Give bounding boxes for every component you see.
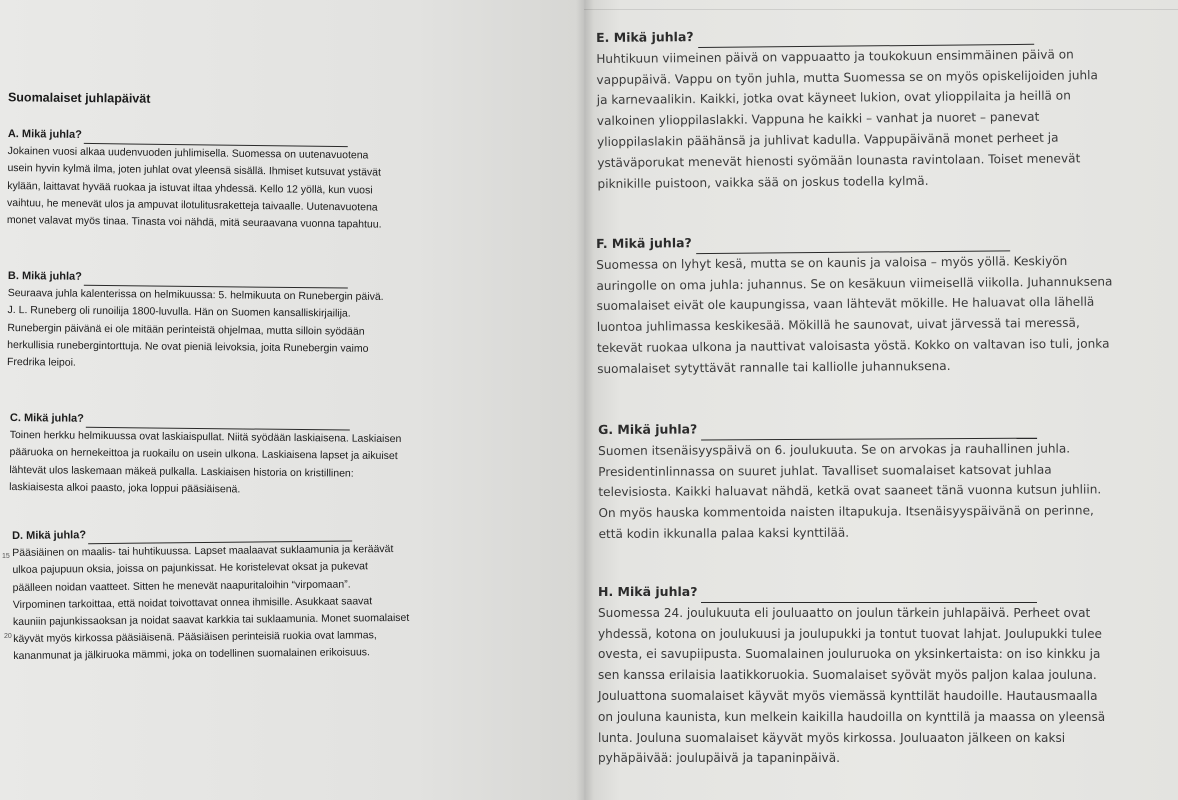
section-e-text — [596, 44, 1142, 195]
text-line: televisiosta. Kaikki haluavat nähdä, ketkä ovat saaneet tänä vuonna kutsun juhliin. — [598, 482, 1102, 500]
answer-line-h[interactable] — [701, 588, 1037, 603]
text-line: yhdessä, kotona on joulukuusi ja joulupukki ja tontut tuovat lahjat. Joulupukki tulee — [598, 626, 1102, 641]
text-line: Jouluattona suomalaiset käyvät myös viemässä kynttilät haudoille. Hautausmaalla — [598, 688, 1098, 703]
text-line: Suomessa on lyhyt kesä, mutta se on kaunis ja valoisa – myös yöllä. Keskiyön — [596, 253, 1068, 272]
section-f-title: F. Mikä juhla? — [596, 235, 692, 251]
text-line: ulkoa pajupuun oksia, joissa on pajunkissat. He koristelevat oksat ja pukevat — [12, 560, 368, 577]
text-line: että kodin ikkunalla palaa kaksi kynttilää. — [598, 525, 850, 541]
section-h-text — [598, 603, 1143, 769]
section-g — [598, 417, 1144, 545]
text-line: herkullisia runebergintorttuja. Ne ovat pieniä leivoksia, joita Runebergin vaimo — [7, 338, 369, 355]
line-number-20: 20 — [4, 633, 12, 640]
text-line: ovesta, ei savupiipusta. Suomalainen jouluruoka on yksinkertaista: on iso kinkku ja — [598, 647, 1101, 662]
text-line: Fredrika leipoi. — [6, 356, 76, 369]
book-gutter — [576, 0, 594, 800]
text-line: pyhäpäivää: joulupäivä ja tapaninpäivä. — [598, 751, 840, 766]
text-line: vaihtuu, he menevät ulos ja ampuvat ilotulitusraketteja taivaalle. Uutenavuotena — [6, 196, 378, 214]
section-g-title: G. Mikä juhla? — [598, 421, 698, 437]
text-line: vappupäivä. Vappu on työn juhla, mutta Suomessa se on myös opiskelijoiden juhla — [596, 67, 1098, 87]
section-c-title: C. Mikä juhla? — [9, 411, 84, 425]
text-line: monet valavat myös tinaa. Tinasta voi nähdä, mitä seuraavana vuonna tapahtuu. — [6, 214, 382, 231]
text-line: ylioppilaslakin päähänsä ja juhlivat kadulla. Vappupäivänä monet perheet ja — [597, 130, 1059, 149]
text-line: laskiaisesta alkoi paasto, joka loppui pääsiäisenä. — [9, 480, 241, 496]
text-line: käyvät myös kirkossa pääsiäisenä. Pääsiäisen perinteisiä ruokia ovat lammas, — [13, 629, 377, 646]
section-d — [12, 524, 433, 666]
text-line: On myös hauska kommentoida naisten iltapukuja. Itsenäisyyspäivänä on perinne, — [598, 503, 1094, 521]
text-line: Seuraava juhla kalenterissa on helmikuussa: 5. helmikuuta on Runebergin päivä. — [7, 287, 384, 304]
text-line: kananmunat ja jälkiruoka mämmi, joka on todellinen suomalainen erikoisuus. — [13, 646, 370, 663]
text-line: on jouluna kaunista, kun melkein kaikilla haudoilla on kynttilä ja maassa on yleensä — [598, 709, 1106, 724]
text-line: Suomessa 24. joulukuuta eli jouluaatto on joulun tärkein juhlapäivä. Perheet ovat — [598, 605, 1091, 620]
text-line: pääruoka on hernekeittoa ja ruokailu on usein ulkona. Laskiaisena lapset ja aikuiset — [9, 446, 398, 463]
text-line: Jokainen vuosi alkaa uudenvuoden juhlimisella. Suomessa on uutenavuotena — [7, 145, 369, 162]
answer-line-g[interactable] — [701, 423, 1037, 440]
text-line: ystäväporukat menevät hienosti syömään lounasta ravintolaan. Toiset menevät — [597, 151, 1081, 170]
section-d-title: D. Mikä juhla? — [12, 529, 87, 542]
text-line: kauniin pajunkissaoksan ja noidat saavat karkkia tai suklaamunia. Monet suomalaiset — [12, 611, 410, 629]
text-line: Suomen itsenäisyyspäivä on 6. joulukuuta. Se on arvokas ja rauhallinen juhla. — [598, 441, 1071, 458]
text-line: Toinen herkku helmikuussa ovat laskiaispullat. Niitä syödään laskiaisena. Laskiaisen — [9, 429, 402, 446]
section-b — [7, 268, 428, 376]
section-a-title: A. Mikä juhla? — [7, 127, 82, 141]
section-b-title: B. Mikä juhla? — [7, 269, 82, 283]
text-line: lunta. Jouluna suomalaiset käyvät myös kirkossa. Jouluaaton jälkeen on kaksi — [598, 730, 1066, 745]
text-line: Virpominen tarkoittaa, että noidat toivottavat onnea ihmisille. Asukkaat saavat — [12, 595, 373, 611]
text-line: valkoinen ylioppilaslakki. Vappuna he kaikki – vanhat ja nuoret – panevat — [596, 109, 1040, 129]
text-line: lähtevät ulos laskemaan mäkeä pulkalla. Laskiaisen historia on kristillinen: — [9, 463, 354, 480]
text-line: J. L. Runeberg oli runoilija 1800-luvulla. Hän on Suomen kansalliskirjailija. — [7, 304, 351, 320]
section-d-text — [12, 541, 433, 666]
text-line: päälleen noidan vaatteet. Sitten he menevät naapuritaloihin “virpomaan”. — [12, 578, 351, 594]
text-line: auringolle on oma juhla: juhannus. Se on kesäkuun viimeisellä viikolla. Juhannuksena — [596, 274, 1113, 293]
section-h-heading — [598, 582, 1143, 603]
line-number-15: 15 — [2, 553, 10, 560]
section-h-title: H. Mikä juhla? — [598, 584, 698, 599]
section-e-title: E. Mikä juhla? — [596, 29, 694, 45]
text-line: suomalaiset eivät ole kaupungissa, vaan lähtevät mökille. He haluavat olla lähellä — [596, 295, 1095, 314]
section-c-text — [9, 427, 430, 500]
section-h — [598, 582, 1143, 769]
section-f-text — [596, 250, 1142, 380]
right-page — [584, 0, 1178, 800]
document-title: Suomalaiset juhlapäivät — [7, 90, 151, 106]
text-line: piknikille puistoon, vaikka sää on joskus todella kylmä. — [597, 173, 929, 191]
page-rule — [584, 9, 1178, 10]
section-a — [7, 126, 428, 234]
text-line: sen kanssa erilaisia laatikkoruokia. Suomalaiset syövät myös paljon kalaa jouluna. — [598, 668, 1097, 683]
section-g-text — [598, 438, 1144, 545]
text-line: Presidentinlinnassa on suuret juhlat. Tavalliset suomalaiset katsovat juhlaa — [598, 462, 1052, 479]
section-f — [596, 229, 1142, 379]
section-e — [596, 23, 1143, 195]
text-line: suomalaiset sytyttävät rannalle tai kalliolle juhannuksena. — [597, 358, 951, 376]
section-c — [9, 410, 430, 500]
section-b-text — [7, 285, 428, 375]
text-line: usein hyvin kylmä ilma, joten juhlat ovat yleensä sisällä. Ihmiset kutsuvat ystävät — [7, 162, 382, 179]
section-g-heading — [598, 417, 1143, 441]
section-a-text — [7, 143, 428, 234]
text-line: luontoa juhlimassa keskikesää. Mökillä he saunovat, uivat järvessä tai meressä, — [596, 315, 1080, 335]
text-line: Huhtikuun viimeinen päivä on vappuaatto ja toukokuun ensimmäinen päivä on — [596, 47, 1074, 66]
text-line: kylään, laittavat hyvää ruokaa ja istuvat iltaa yhdessä. Kello 12 yöllä, kun vuosi — [7, 179, 373, 197]
text-line: ja karnevaalikin. Kaikki, jotka ovat käyneet lukion, ovat ylioppilaita ja heillä on — [596, 88, 1071, 108]
text-line: Runebergin päivänä ei ole mitään perinteistä ohjelmaa, mutta silloin syödään — [7, 321, 365, 338]
text-line: Pääsiäinen on maalis- tai huhtikuussa. Lapset maalaavat suklaamunia ja keräävät — [12, 543, 394, 560]
text-line: tekevät ruokaa ulkona ja nauttivat valoisasta yöstä. Kokko on valtavan iso tuli, jonka — [596, 336, 1110, 355]
